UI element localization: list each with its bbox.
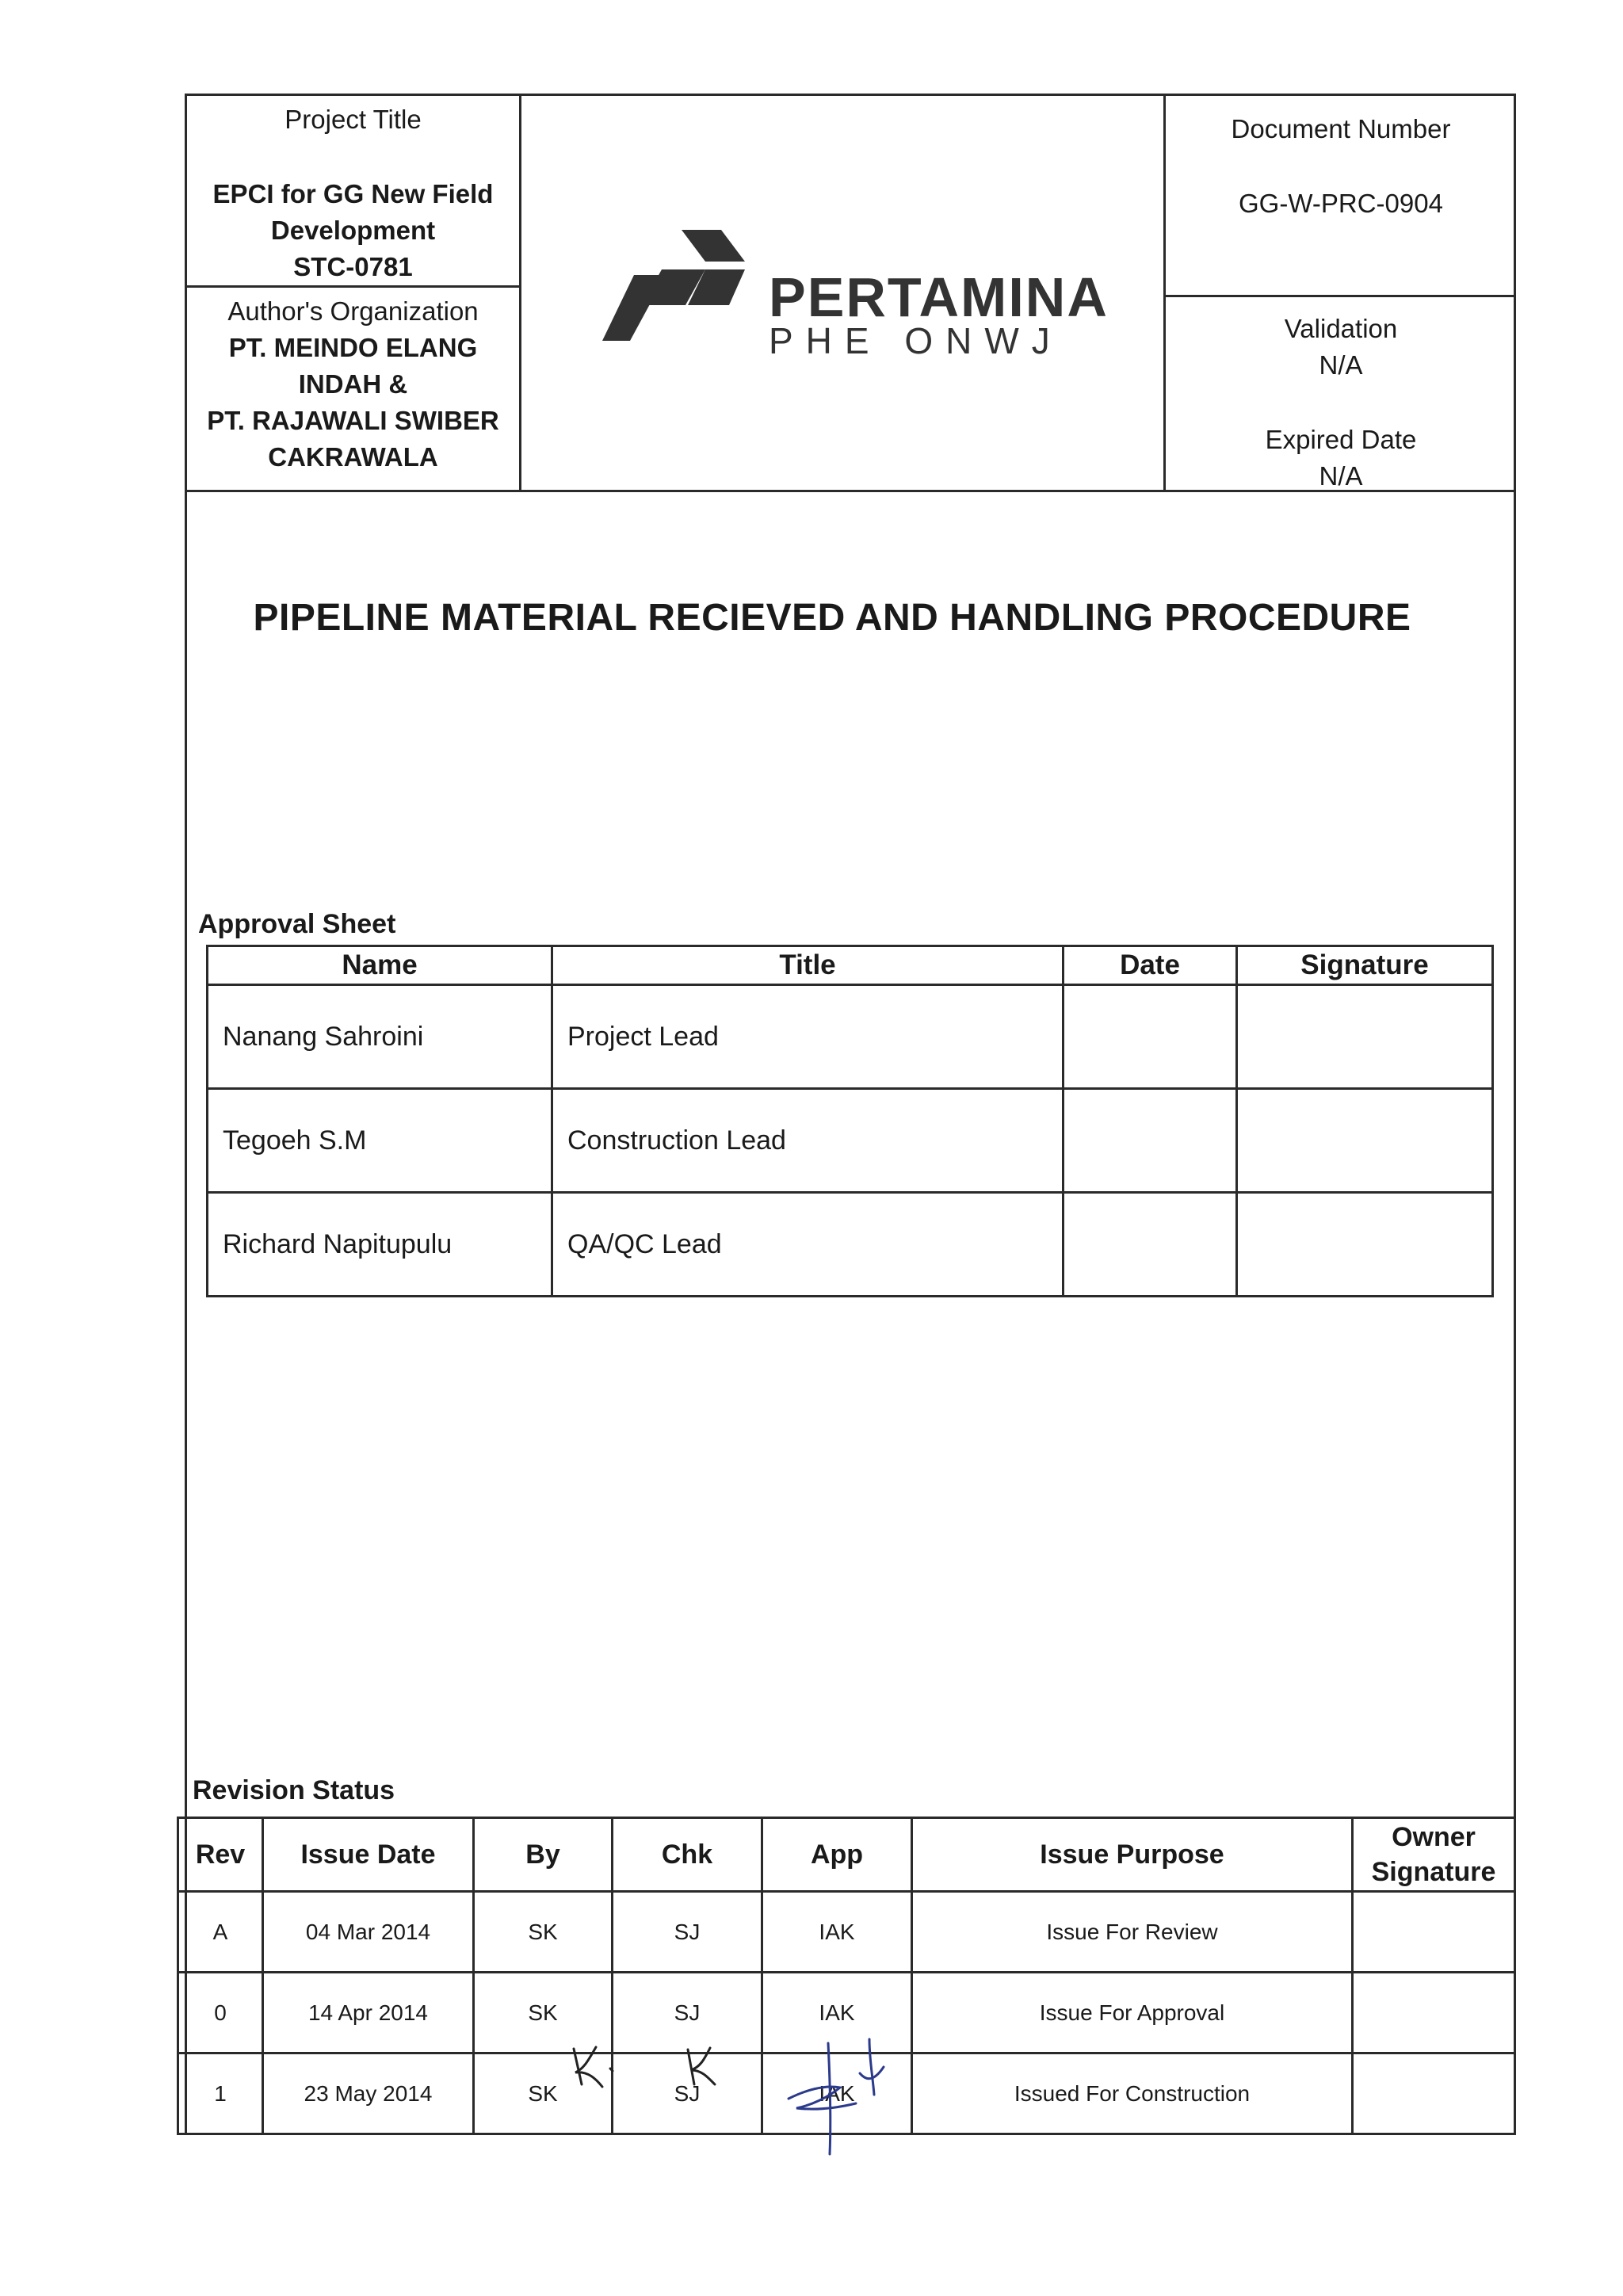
table-row [208,985,1493,1089]
validation-value: N/A [1319,350,1363,380]
approver-name: Tegoeh S.M [208,1089,552,1193]
approval-date [1064,985,1237,1089]
doc-number-label: Document Number [1231,114,1451,143]
rev-app: IAK [762,1892,912,1973]
approval-signature [1237,1193,1493,1297]
rev-col-issue-date: Issue Date [263,1818,474,1892]
table-row [208,1089,1493,1193]
table-row [178,1892,1515,1973]
revision-header-row [178,1818,1515,1892]
project-code: STC-0781 [293,252,413,281]
approver-title: QA/QC Lead [552,1193,1064,1297]
rev-by: SK [474,1973,613,2053]
approver-name: Nanang Sahroini [208,985,552,1089]
rev-issue-purpose: Issued For Construction [912,2053,1353,2134]
rev-col-app: App [762,1818,912,1892]
approval-col-date: Date [1064,946,1237,985]
expired-label: Expired Date [1265,425,1417,454]
rev-col-issue-purpose: Issue Purpose [912,1818,1353,1892]
rev-number: 1 [178,2053,263,2134]
author-line1: PT. MEINDO ELANG [228,333,478,362]
rev-chk: SJ [613,1892,762,1973]
approval-date [1064,1193,1237,1297]
rev-issue-purpose: Issue For Approval [912,1973,1353,2053]
approver-title: Construction Lead [552,1089,1064,1193]
rev-number: 0 [178,1973,263,2053]
rev-issue-date: 04 Mar 2014 [263,1892,474,1973]
author-org-label: Author's Organization [227,296,479,326]
rev-issue-purpose: Issue For Review [912,1892,1353,1973]
approver-name: Richard Napitupulu [208,1193,552,1297]
approval-col-title: Title [552,946,1064,985]
doc-number: GG-W-PRC-0904 [1239,189,1443,218]
approval-col-signature: Signature [1237,946,1493,985]
approval-col-name: Name [208,946,552,985]
rev-by: SK [474,2053,613,2134]
project-title-label: Project Title [285,105,422,134]
pertamina-logo-mark-icon [602,226,749,345]
rev-owner-signature [1353,1973,1515,2053]
handwritten-signature-app-icon [781,2035,899,2162]
author-line3: PT. RAJAWALI SWIBER [207,406,499,435]
rev-app: IAK [762,1973,912,2053]
rev-issue-date: 14 Apr 2014 [263,1973,474,2053]
project-name-line1: EPCI for GG New Field [212,179,494,208]
project-author-divider [185,285,519,288]
logo-name: PERTAMINA [769,266,1109,328]
document-title: PIPELINE MATERIAL RECIEVED AND HANDLING PROCEDURE [253,597,1411,639]
author-line2: INDAH & [298,369,408,399]
docnum-validation-divider [1163,295,1516,297]
rev-by: SK [474,1892,613,1973]
rev-col-by: By [474,1818,613,1892]
expired-value: N/A [1319,461,1363,491]
author-line4: CAKRAWALA [268,442,438,472]
rev-col-chk: Chk [613,1818,762,1892]
rev-chk: SJ [613,1973,762,2053]
rev-app: IAK [762,2053,912,2134]
approval-date [1064,1089,1237,1193]
logo-sub: PHE ONWJ [769,320,1063,361]
rev-owner-signature [1353,1892,1515,1973]
approval-table [206,945,1494,1297]
handwritten-initials-chk-icon [680,2043,727,2091]
approval-signature [1237,985,1493,1089]
project-name-line2: Development [270,216,436,245]
header-divider-left [519,94,521,490]
handwritten-initials-by-icon [564,2041,620,2096]
rev-issue-date: 23 May 2014 [263,2053,474,2134]
approver-title: Project Lead [552,985,1064,1089]
rev-col-owner-signature: Owner Signature [1353,1818,1515,1892]
approval-header-row [208,946,1493,985]
approval-sheet-label: Approval Sheet [198,909,396,939]
rev-col-rev: Rev [178,1818,263,1892]
revision-status-label: Revision Status [193,1775,395,1805]
table-row [208,1193,1493,1297]
rev-owner-signature [1353,2053,1515,2134]
rev-number: A [178,1892,263,1973]
approval-signature [1237,1089,1493,1193]
validation-label: Validation [1284,314,1398,343]
rev-chk: SJ [613,2053,762,2134]
